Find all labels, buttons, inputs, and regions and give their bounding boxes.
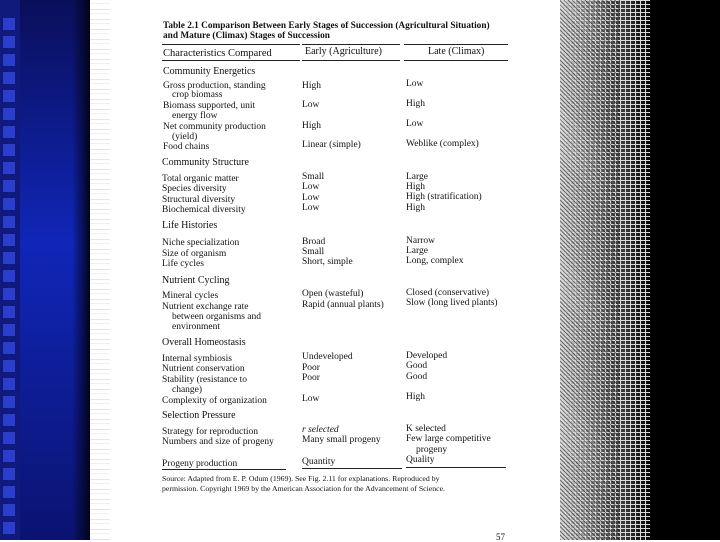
early-value: Short, simple [302, 257, 353, 267]
decor-square [3, 90, 15, 102]
early-value: Small [302, 247, 325, 257]
column-header: Early (Agriculture) [305, 46, 382, 57]
row-label: Food chains [163, 142, 210, 152]
decor-square [3, 486, 15, 498]
rule [302, 60, 400, 61]
column-header: Late (Climax) [428, 46, 485, 57]
row-label: Net community production [163, 122, 266, 132]
early-value: Broad [302, 237, 326, 247]
row-label-cont: environment [172, 322, 221, 332]
early-value: High [302, 121, 321, 131]
section-heading: Selection Pressure [162, 410, 236, 421]
late-value: Low [406, 119, 424, 129]
early-value: Low [302, 100, 320, 110]
early-value: Open (wasteful) [302, 289, 364, 299]
row-label: Life cycles [162, 259, 204, 269]
scan-dark-edge [560, 0, 720, 540]
decor-square [3, 54, 15, 66]
decor-square [3, 108, 15, 120]
decor-square [3, 504, 15, 516]
decor-square [3, 162, 15, 174]
row-label: Niche specialization [162, 238, 240, 248]
late-value: Quality [406, 455, 435, 465]
early-value: Linear (simple) [302, 140, 361, 150]
rule [406, 467, 506, 468]
early-value: Low [302, 394, 320, 404]
late-value: Narrow [406, 236, 436, 246]
late-value: High [406, 392, 425, 402]
row-label: Internal symbiosis [162, 354, 232, 364]
decor-square [3, 360, 15, 372]
rule [302, 468, 402, 469]
late-value: Closed (conservative) [406, 288, 490, 298]
early-value: Undeveloped [302, 352, 353, 362]
decor-square [3, 270, 15, 282]
row-label: Nutrient conservation [162, 364, 245, 374]
decor-square [3, 144, 15, 156]
scan-noise [560, 0, 620, 540]
row-label: Biochemical diversity [162, 205, 246, 215]
row-label: Complexity of organization [162, 396, 267, 406]
slide-blue-band [20, 0, 90, 540]
row-label-cont: energy flow [172, 111, 218, 121]
early-value: r selected [302, 425, 339, 435]
early-value: Quantity [302, 457, 336, 467]
page-number: 57 [496, 532, 505, 542]
row-label: Gross production, standing [163, 81, 266, 91]
late-value: Low [406, 79, 424, 89]
early-value: Many small progeny [302, 435, 381, 445]
source-note: Source: Adapted from E. P. Odum (1969). See Fig. 2.11 for explanations. Reproduced by [162, 474, 440, 483]
row-label: Nutrient exchange rate [162, 302, 249, 312]
decor-square [3, 216, 15, 228]
decor-square [3, 288, 15, 300]
decor-square [3, 522, 15, 534]
late-value: Slow (long lived plants) [406, 298, 498, 308]
early-value: Small [302, 172, 325, 182]
section-heading: Nutrient Cycling [162, 275, 230, 286]
decor-square [3, 342, 15, 354]
decor-square [3, 18, 15, 30]
section-heading: Life Histories [162, 220, 218, 231]
rule [162, 44, 300, 45]
rule [162, 60, 300, 61]
decor-square [3, 414, 15, 426]
row-label-cont: change) [172, 385, 203, 395]
decor-square [3, 468, 15, 480]
decor-square [3, 180, 15, 192]
early-value: Low [302, 203, 320, 213]
row-label-cont: (yield) [172, 132, 198, 142]
decor-square [3, 306, 15, 318]
row-label: Mineral cycles [162, 291, 219, 301]
row-label: Species diversity [162, 184, 227, 194]
decor-square [3, 324, 15, 336]
row-label: Total organic matter [162, 174, 239, 184]
source-note: permission. Copyright 1969 by the American Association for the Advancement of Science. [162, 484, 446, 493]
section-heading: Overall Homeostasis [162, 337, 246, 348]
table-title: Table 2.1 Comparison Between Early Stages of Succession (Agricultural Situation) [163, 21, 490, 31]
table-title: and Mature (Climax) Stages of Succession [163, 31, 330, 41]
late-value: Few large competitive [406, 434, 491, 444]
late-value: High [406, 203, 425, 213]
row-label-cont: between organisms and [172, 312, 261, 322]
late-value: High (stratification) [406, 192, 482, 202]
late-value: K selected [406, 424, 446, 434]
decor-square [3, 432, 15, 444]
early-value: Low [302, 193, 320, 203]
row-label: Structural diversity [162, 195, 236, 205]
row-label: Biomass supported, unit [163, 101, 256, 111]
late-value: Good [406, 361, 428, 371]
row-label: Size of organism [162, 249, 227, 259]
row-label: Progeny production [162, 459, 238, 469]
decor-square [3, 378, 15, 390]
row-label: Strategy for reproduction [162, 427, 259, 437]
late-value-cont: progeny [416, 445, 448, 455]
early-value: Rapid (annual plants) [302, 300, 384, 310]
section-heading: Community Energetics [163, 66, 256, 77]
early-value: Poor [302, 373, 320, 383]
decor-square [3, 234, 15, 246]
late-value: Long, complex [406, 256, 464, 266]
row-label: Numbers and size of progeny [162, 437, 274, 447]
column-header: Characteristics Compared [163, 48, 272, 59]
rule [302, 44, 400, 45]
late-value: Large [406, 172, 428, 182]
decor-square [3, 450, 15, 462]
decor-square [3, 396, 15, 408]
section-heading: Community Structure [162, 157, 249, 168]
decor-square [3, 36, 15, 48]
late-value: High [406, 99, 425, 109]
late-value: Weblike (complex) [406, 139, 479, 149]
slide-left-decoration [0, 0, 20, 540]
page-binding-edge [90, 0, 110, 540]
early-value: Low [302, 182, 320, 192]
late-value: Good [406, 372, 428, 382]
late-value: Large [406, 246, 428, 256]
early-value: Poor [302, 363, 320, 373]
early-value: High [302, 81, 321, 91]
decor-square [3, 252, 15, 264]
late-value: High [406, 182, 425, 192]
rule [162, 469, 286, 470]
rule [404, 44, 508, 45]
decor-square [3, 126, 15, 138]
row-label-cont: crop biomass [172, 90, 223, 100]
row-label: Stability (resistance to [162, 375, 247, 385]
decor-square [3, 198, 15, 210]
decor-square [3, 72, 15, 84]
late-value: Developed [406, 351, 448, 361]
rule [404, 60, 508, 61]
